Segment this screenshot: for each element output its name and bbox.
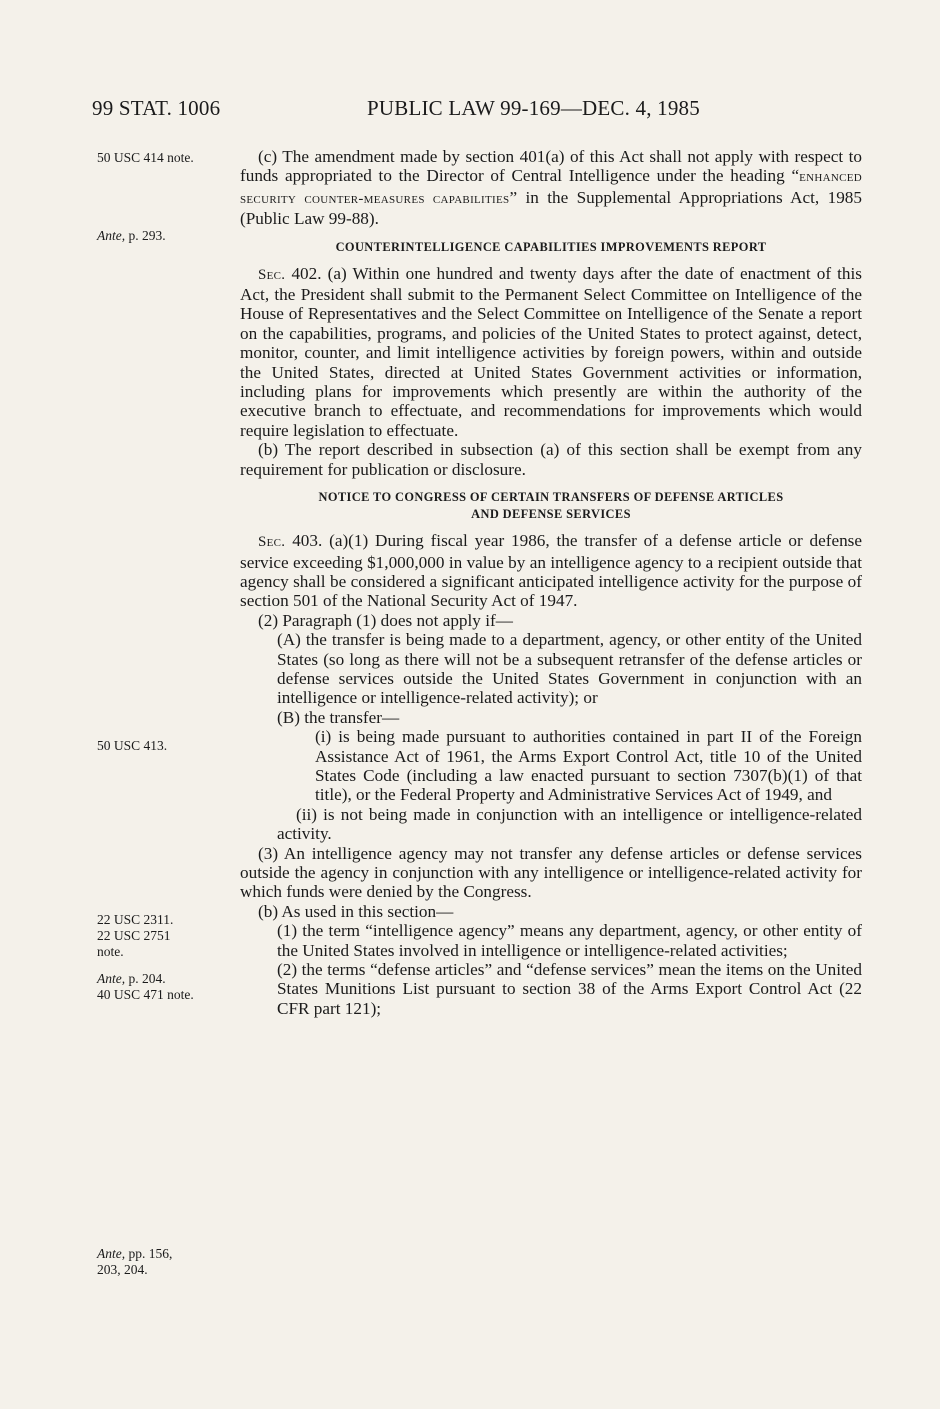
margin-note-50usc414: 50 USC 414 note. xyxy=(97,150,194,165)
margin-note-ante-293: Ante, p. 293. xyxy=(97,228,166,243)
section-heading-notice: NOTICE TO CONGRESS OF CERTAIN TRANSFERS OF DEFENSE ARTICLES AND DEFENSE SERVICES xyxy=(318,490,784,522)
margin-note-ante-156: Ante, pp. 156, 203, 204. xyxy=(97,1246,173,1277)
section-403-a3: (3) An intelligence agency may not transfer any defense articles or defense services outside the agency in conjunction with any intelligence or intelligence-related activity for which funds were denied by the Congress. xyxy=(240,843,862,902)
section-403-a2: (2) Paragraph (1) does not apply if— xyxy=(258,610,513,630)
subparagraph-A: (A) the transfer is being made to a department, agency, or other entity of the United States (so long as there will not be a subsequent retransfer of the defense articles or defense services outside the United States Government in conjunction with an intelligence or intelligence-related activity); or xyxy=(277,630,862,708)
definition-1: (1) the term “intelligence agency” means any department, agency, or other entity of the United States involved in intelligence or intelligence-related activities; xyxy=(277,921,862,960)
subparagraph-B: (B) the transfer— xyxy=(277,707,400,727)
clause-i: (i) is being made pursuant to authorities contained in part II of the Foreign Assistance Act of 1961, the Arms Export Control Act, title 10 of the United States Code (including a law enacted pursuant to section 7307(b)(1) of that title), or the Federal Property and Administrative Services Act of 1949, and xyxy=(315,727,862,805)
section-402-b: (b) The report described in subsection (a) of this section shall be exempt from any requirement for publication or disclosure. xyxy=(240,440,862,479)
margin-note-50usc413: 50 USC 413. xyxy=(97,738,168,753)
document-body xyxy=(240,147,862,1018)
section-403-b: (b) As used in this section— xyxy=(258,901,454,921)
clause-ii: (ii) is not being made in conjunction with an intelligence or intelligence-related activity. xyxy=(277,804,862,844)
definition-2: (2) the terms “defense articles” and “defense services” mean the items on the United States Munitions List pursuant to section 38 of the Arms Export Control Act (22 CFR part 121); xyxy=(277,960,862,1018)
section-heading-counterintelligence: COUNTERINTELLIGENCE CAPABILITIES IMPROVEMENTS REPORT xyxy=(335,239,767,254)
section-403-a1: Sec. 403. (a)(1) During fiscal year 1986, the transfer of a defense article or defense service exceeding $1,000,000 in value by an intelligence agency to a recipient outside that agency shall be considered a significant anticipated intelligence activity for the purpose of section 501 of the National Security Act of 1947. xyxy=(240,531,862,611)
statute-page-number: 99 STAT. 1006 xyxy=(92,96,221,120)
public-law-title: PUBLIC LAW 99-169—DEC. 4, 1985 xyxy=(367,96,700,120)
margin-note-group-22usc: 22 USC 2311. 22 USC 2751 note. Ante, p. 204. 40 USC 471 note. xyxy=(97,912,194,1002)
section-402-a: Sec. 402. (a) Within one hundred and twenty days after the date of enactment of this Act, the President shall submit to the Permanent Select Committee on Intelligence of the House of Representatives and the Select Committee on Intelligence of the Senate a report on the capabilities, programs, and policies of the United States to protect against, detect, monitor, counter, and limit intelligence activities by foreign powers, within and outside the United States, directed at United States Government activities or information, including plans for improvements which presently are within the authority of the executive branch to effectuate, and recommendations for improvements which would require legislation to effectuate. xyxy=(240,263,862,440)
paragraph-c: (c) The amendment made by section 401(a) of this Act shall not apply with respect to funds appropriated to the Director of Central Intelligence under the heading “enhanced security counter-measures capabilities” in the Supplemental Appropriations Act, 1985 (Public Law 99-88). xyxy=(240,147,862,229)
